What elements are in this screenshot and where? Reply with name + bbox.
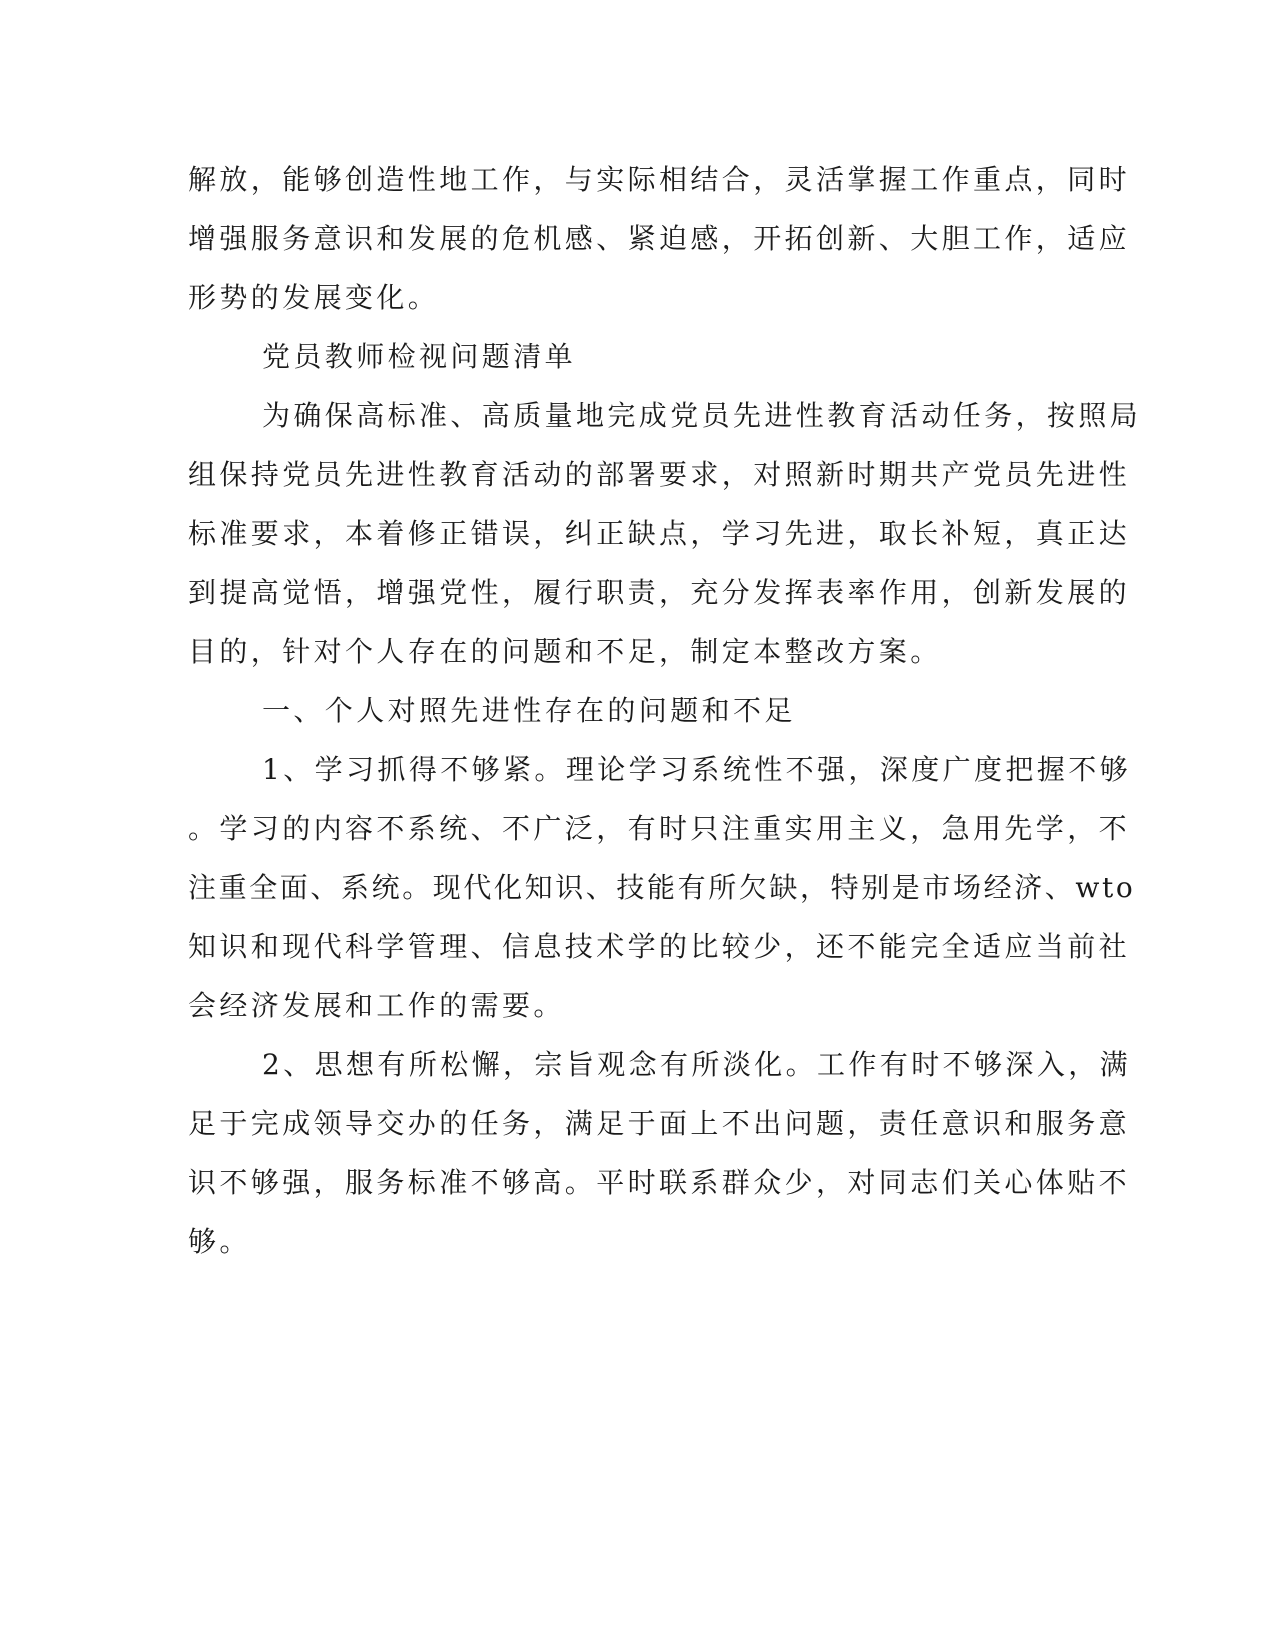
text-line: 2、思想有所松懈，宗旨观念有所淡化。工作有时不够深入，满 bbox=[262, 1048, 1132, 1081]
text-line: 增强服务意识和发展的危机感、紧迫感，开拓创新、大胆工作，适应 bbox=[188, 222, 1131, 255]
text-line: 注重全面、系统。现代化知识、技能有所欠缺，特别是市场经济、wto bbox=[188, 871, 1136, 904]
text-line: 解放，能够创造性地工作，与实际相结合，灵活掌握工作重点，同时 bbox=[188, 163, 1131, 196]
section-title: 党员教师检视问题清单 bbox=[262, 340, 577, 373]
text-line: 识不够强，服务标准不够高。平时联系群众少，对同志们关心体贴不 bbox=[188, 1166, 1131, 1199]
section-heading: 一、个人对照先进性存在的问题和不足 bbox=[262, 694, 796, 727]
text-line: 够。 bbox=[188, 1225, 251, 1258]
text-line: 会经济发展和工作的需要。 bbox=[188, 989, 565, 1022]
text-line: 标准要求，本着修正错误，纠正缺点，学习先进，取长补短，真正达 bbox=[188, 517, 1131, 550]
text-line: 足于完成领导交办的任务，满足于面上不出问题，责任意识和服务意 bbox=[188, 1107, 1131, 1140]
text-line: 。学习的内容不系统、不广泛，有时只注重实用主义，急用先学，不 bbox=[188, 812, 1131, 845]
text-line: 形势的发展变化。 bbox=[188, 281, 440, 314]
text-line: 为确保高标准、高质量地完成党员先进性教育活动任务，按照局 bbox=[262, 399, 1142, 432]
text-line: 1、学习抓得不够紧。理论学习系统性不强，深度广度把握不够 bbox=[262, 753, 1132, 786]
text-line: 目的，针对个人存在的问题和不足，制定本整改方案。 bbox=[188, 635, 942, 668]
text-line: 知识和现代科学管理、信息技术学的比较少，还不能完全适应当前社 bbox=[188, 930, 1131, 963]
text-line: 到提高觉悟，增强党性，履行职责，充分发挥表率作用，创新发展的 bbox=[188, 576, 1131, 609]
text-line: 组保持党员先进性教育活动的部署要求，对照新时期共产党员先进性 bbox=[188, 458, 1131, 491]
